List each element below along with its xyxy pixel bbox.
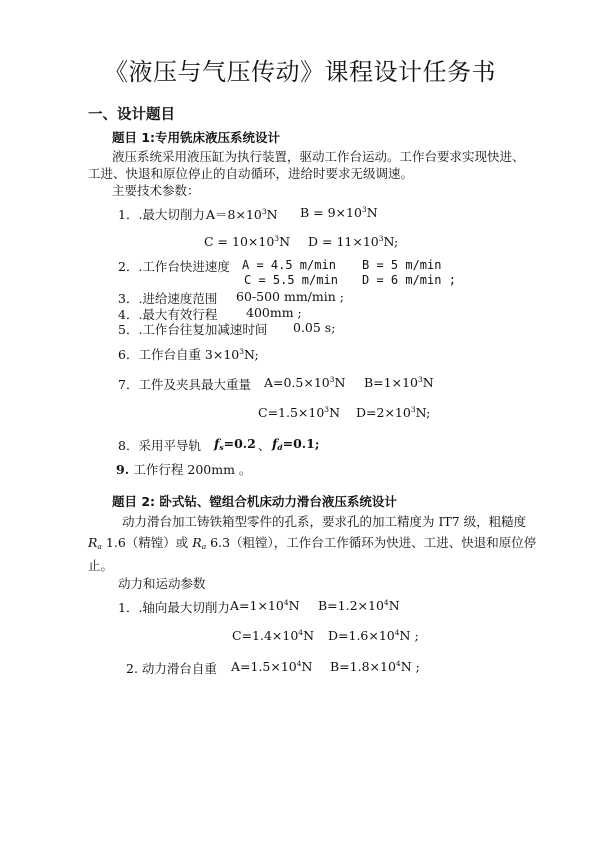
- t1-item6: 6．工作台自重 $3\times 10^3N$;: [118, 347, 259, 362]
- t1-item5-label: 5．.工作台往复加减速时间: [118, 322, 268, 337]
- t1-item4-label: 4．.最大有效行程: [118, 307, 218, 322]
- t2-item2-A: $A=1.5\times 10^4N$: [231, 659, 313, 674]
- topic2-intro-line1: 动力滑台加工铸铁箱型零件的孔系，要求孔的加工精度为 IT7 级，粗糙度: [122, 514, 527, 529]
- t2-item1-C: $C=1.4\times 10^4N$: [232, 628, 315, 643]
- t1-item4-value: 400mm ;: [246, 305, 302, 320]
- t1-item1-D: $D = 11\times 10^3N$;: [308, 234, 399, 249]
- topic1-params-label: 主要技术参数：: [112, 183, 200, 198]
- topic1-intro-line1: 液压系统采用液压缸为执行装置，驱动工作台运动。工作台要求实现快进、: [112, 149, 525, 164]
- t1-item8-fs: $f_s=0.2$: [214, 436, 256, 452]
- t1-item1-label: 1．.最大切削力: [118, 207, 205, 222]
- topic1-heading: 题目 1:专用铣床液压系统设计: [112, 130, 281, 145]
- t1-item2-B: B = 5 m/min: [362, 258, 442, 272]
- t1-item7-A: $A=0.5\times 10^3N$: [264, 375, 346, 390]
- t1-item8-sep: 、: [258, 438, 271, 453]
- section-heading: 一、设计题目: [88, 107, 175, 123]
- t1-item1-C: $C = 10\times 10^3N$: [204, 234, 290, 249]
- t1-item2-C: C = 5.5 m/min: [244, 273, 338, 287]
- t1-item3-label: 3．.进给速度范围: [118, 291, 218, 306]
- t2-item1-D: $D=1.6\times 10^4N$ ;: [328, 628, 419, 643]
- t1-item9: 9. 工作行程 200mm 。: [116, 462, 252, 477]
- t1-item1-A: $A=8\times 10^3N$: [206, 207, 278, 222]
- t1-item7-label: 7．工件及夹具最大重量: [118, 377, 251, 392]
- t1-item8-label: 8．采用平导轨: [118, 438, 201, 453]
- document-title: 《液压与气压传动》课程设计任务书: [104, 58, 496, 86]
- topic2-intro-line2: $R_a$ 1.6（精镗）或 $R_a$ 6.3（粗镗），工作台工作循环为快进、工进、快退和原位停: [88, 535, 537, 551]
- t1-item1-B: $B = 9\times 10^3N$: [300, 205, 378, 220]
- t1-item8-fd: $f_d=0.1$;: [272, 436, 320, 452]
- t1-item7-C: $C=1.5\times 10^3N$: [258, 405, 341, 420]
- topic2-heading: 题目 2: 卧式钻、镗组合机床动力滑台液压系统设计: [112, 494, 397, 509]
- t1-item7-B: $B=1\times 10^3N$: [364, 375, 434, 390]
- t2-item1-label: 1．.轴向最大切削力: [118, 600, 230, 615]
- t1-item2-A: A = 4.5 m/min: [242, 258, 336, 272]
- t2-item2-label: 2. 动力滑台自重: [126, 661, 217, 676]
- t2-item1-B: $B=1.2\times 10^4N$: [318, 598, 400, 613]
- topic1-intro-line2: 工进、快退和原位停止的自动循环，进给时要求无级调速。: [88, 166, 414, 181]
- topic2-intro-line3: 止。: [88, 558, 114, 573]
- t1-item5-value: 0.05 s;: [293, 320, 336, 335]
- t1-item2-D: D = 6 m/min ;: [362, 273, 456, 287]
- t2-item2-B: $B=1.8\times 10^4N$ ;: [330, 659, 420, 674]
- topic2-params-label: 动力和运动参数: [118, 576, 206, 591]
- t1-item3-value: 60-500 mm/min ;: [236, 289, 344, 304]
- t1-item2-label: 2．.工作台快进速度: [118, 259, 230, 274]
- t2-item1-A: $A=1\times 10^4N$: [230, 598, 300, 613]
- t1-item7-D: $D=2\times 10^3N$;: [356, 405, 431, 420]
